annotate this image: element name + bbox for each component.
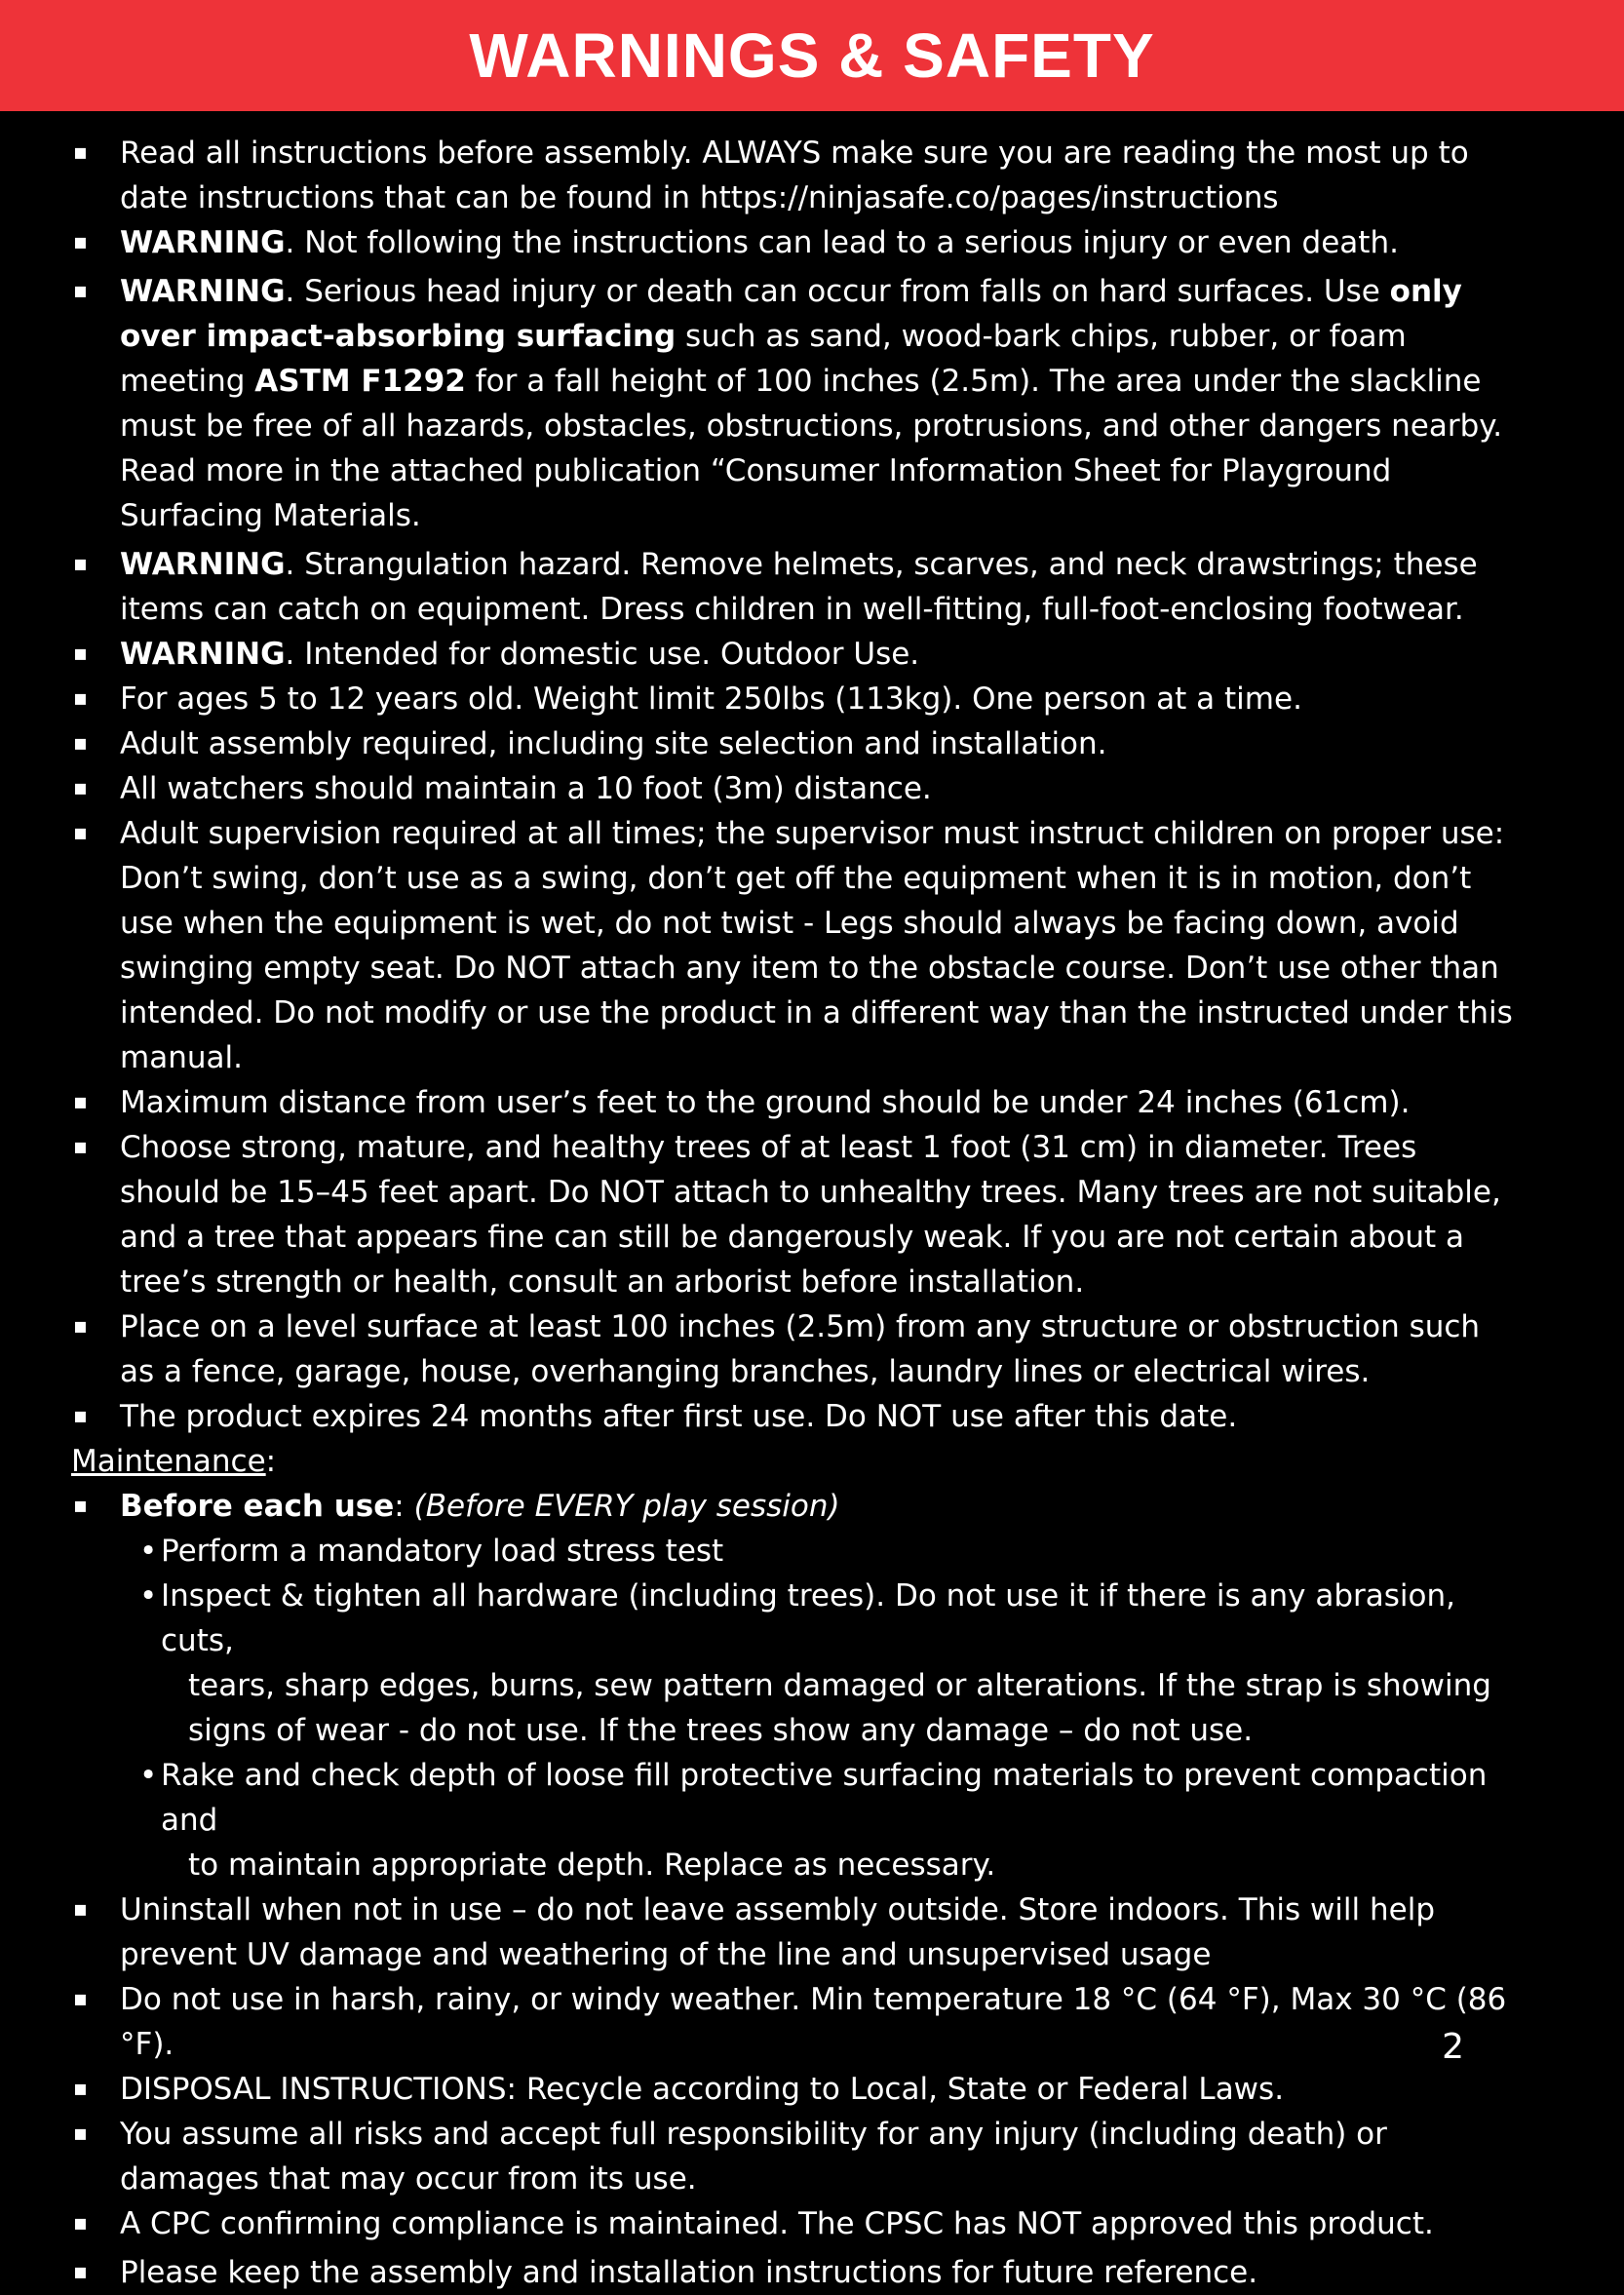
warning-label: WARNING bbox=[120, 225, 286, 260]
sub-item-text: Inspect & tighten all hardware (including trees). Do not use it if there is any abrasion, cuts, bbox=[161, 1578, 1455, 1658]
bullet-icon: ▪ bbox=[73, 140, 88, 165]
list-item bbox=[71, 1080, 1514, 1125]
list-item bbox=[71, 220, 1514, 265]
item-text: Please keep the assembly and installation instructions for future reference. bbox=[120, 2255, 1258, 2290]
list-item bbox=[71, 766, 1514, 811]
bullet-icon: ▪ bbox=[73, 642, 88, 666]
bullet-icon: ▪ bbox=[73, 686, 88, 711]
item-text: A CPC confirming compliance is maintained. The CPSC has NOT approved this product. bbox=[120, 2206, 1434, 2241]
bullet-icon: ▪ bbox=[73, 1404, 88, 1428]
bullet-icon: ▪ bbox=[73, 1987, 88, 2011]
item-text: Choose strong, mature, and healthy trees of at least 1 foot (31 cm) in diameter. Trees should be 15–45 feet apart. Do NOT attach to unhealthy trees. Many trees are not suitable, and a tree that appears fine can still be dangerously weak. If you are not certain about a tree’s strength or health, consult an arborist before installation. bbox=[120, 1130, 1501, 1300]
sub-item-continuation: tears, sharp edges, burns, sew pattern damaged or alterations. If the strap is showing signs of wear - do not use. If the trees show any damage – do not use. bbox=[188, 1668, 1491, 1748]
list-item bbox=[71, 721, 1514, 766]
list-item bbox=[71, 632, 1514, 677]
sub-list bbox=[120, 1529, 1514, 1887]
bullet-icon: ▪ bbox=[73, 279, 88, 303]
item-text: Adult supervision required at all times; the supervisor must instruct children on proper use: Don’t swing, don’t use as a swing, don’t get off the equipment when it is in motion, don’t use when the equipment is wet, do not twist - Legs should always be facing down, avoid swinging empty seat. Do NOT attach any item to the obstacle course. Don’t use other than intended. Do not modify or use the product in a different way than the instructed under this manual. bbox=[120, 816, 1513, 1075]
list-item-before-each-use bbox=[71, 1484, 1514, 1887]
item-text: Uninstall when not in use – do not leave assembly outside. Store indoors. This will help prevent UV damage and weathering of the line and unsupervised usage bbox=[120, 1892, 1436, 1972]
header-bar bbox=[0, 0, 1624, 111]
item-text: . Not following the instructions can lead to a serious injury or even death. bbox=[285, 225, 1399, 260]
list-item bbox=[71, 269, 1514, 538]
bullet-icon: ▪ bbox=[73, 2121, 88, 2146]
item-text: You assume all risks and accept full responsibility for any injury (including death) or damages that may occur from its use. bbox=[120, 2117, 1387, 2197]
bullet-icon: ▪ bbox=[73, 1135, 88, 1159]
maintenance-heading: Maintenance bbox=[71, 1444, 266, 1479]
list-item bbox=[71, 811, 1514, 1080]
sub-item-text: Perform a mandatory load stress test bbox=[161, 1534, 724, 1569]
item-text: All watchers should maintain a 10 foot (3m) distance. bbox=[120, 771, 932, 806]
bullet-icon: ▪ bbox=[73, 821, 88, 845]
dot-icon: • bbox=[139, 1578, 158, 1614]
bullet-icon: ▪ bbox=[73, 552, 88, 576]
item-text: Place on a level surface at least 100 inches (2.5m) from any structure or obstruction such as a fence, garage, house, overhanging branches, laundry lines or electrical wires. bbox=[120, 1309, 1481, 1389]
list-item bbox=[71, 131, 1514, 220]
item-text: such as sand, wood-bark chips, rubber, or foam meeting bbox=[120, 319, 1407, 399]
bullet-icon: ▪ bbox=[73, 776, 88, 800]
item-text: Do not use in harsh, rainy, or windy weather. Min temperature 18 °C (64 °F), Max 30 °C (86 °F). bbox=[120, 1982, 1507, 2062]
list-item bbox=[71, 2250, 1514, 2295]
list-item bbox=[71, 542, 1514, 632]
item-text: Adult assembly required, including site selection and installation. bbox=[120, 726, 1107, 761]
item-text: The product expires 24 months after first use. Do NOT use after this date. bbox=[120, 1399, 1238, 1434]
sub-list-item bbox=[139, 1574, 1514, 1753]
bullet-icon: ▪ bbox=[73, 2211, 88, 2236]
bullet-icon: ▪ bbox=[73, 2260, 88, 2284]
bullet-icon: ▪ bbox=[73, 1897, 88, 1922]
list-item bbox=[71, 1977, 1514, 2067]
before-each-use-note: (Before EVERY play session) bbox=[413, 1489, 840, 1524]
list-item bbox=[71, 2112, 1514, 2201]
item-text: For ages 5 to 12 years old. Weight limit 250lbs (113kg). One person at a time. bbox=[120, 681, 1302, 717]
item-text: Read all instructions before assembly. ALWAYS make sure you are reading the most up to date instructions that can be found in https://ninjasafe.co/pages/instructions bbox=[120, 136, 1469, 215]
sub-item-text: Rake and check depth of loose fill protective surfacing materials to prevent compaction and bbox=[161, 1758, 1488, 1838]
list-item bbox=[71, 1304, 1514, 1394]
list-item bbox=[71, 1394, 1514, 1439]
warning-label: WARNING bbox=[120, 274, 286, 309]
bullet-icon: ▪ bbox=[73, 731, 88, 756]
page-number: 2 bbox=[1442, 2027, 1464, 2067]
item-text: for a fall height of 100 inches (2.5m). The area under the slackline must be free of all hazards, obstacles, obstructions, protrusions, and other dangers nearby. Read more in the attached publication “Consumer Information Sheet for Playground Surfacing Materials. bbox=[120, 364, 1503, 533]
warning-label: WARNING bbox=[120, 547, 286, 582]
heading-colon: : bbox=[265, 1444, 277, 1479]
maintenance-list bbox=[71, 1484, 1514, 2295]
sub-list-item bbox=[139, 1753, 1514, 1887]
emphasis-text: ASTM F1292 bbox=[254, 364, 466, 399]
item-text: . Strangulation hazard. Remove helmets, scarves, and neck drawstrings; these items can catch on equipment. Dress children in well-fitting, full-foot-enclosing footwear. bbox=[120, 547, 1478, 627]
bullet-icon: ▪ bbox=[73, 1494, 88, 1518]
list-item bbox=[71, 1125, 1514, 1304]
item-text: . Intended for domestic use. Outdoor Use. bbox=[285, 637, 920, 672]
maintenance-heading-row bbox=[71, 1439, 1514, 1484]
item-text: . Serious head injury or death can occur from falls on hard surfaces. Use bbox=[285, 274, 1390, 309]
bullet-icon: ▪ bbox=[73, 230, 88, 254]
list-item bbox=[71, 1887, 1514, 1977]
emphasis-text: only over impact-absorbing surfacing bbox=[120, 274, 1462, 354]
sub-list-item bbox=[139, 1529, 1514, 1574]
dot-icon: • bbox=[139, 1758, 158, 1793]
list-item bbox=[71, 2067, 1514, 2112]
page-title: WARNINGS & SAFETY bbox=[469, 20, 1155, 91]
before-each-use-label: Before each use bbox=[120, 1489, 395, 1524]
item-text: Maximum distance from user’s feet to the ground should be under 24 inches (61cm). bbox=[120, 1085, 1411, 1120]
warning-label: WARNING bbox=[120, 637, 286, 672]
item-text: DISPOSAL INSTRUCTIONS: Recycle according to Local, State or Federal Laws. bbox=[120, 2072, 1285, 2107]
warnings-list bbox=[71, 131, 1514, 1439]
sub-item-continuation: to maintain appropriate depth. Replace as necessary. bbox=[188, 1848, 996, 1883]
bullet-icon: ▪ bbox=[73, 1090, 88, 1114]
bullet-icon: ▪ bbox=[73, 1314, 88, 1339]
warnings-content bbox=[71, 131, 1514, 2295]
label-colon: : bbox=[394, 1489, 405, 1524]
list-item bbox=[71, 2201, 1514, 2246]
dot-icon: • bbox=[139, 1534, 158, 1569]
bullet-icon: ▪ bbox=[73, 2077, 88, 2101]
list-item bbox=[71, 677, 1514, 721]
